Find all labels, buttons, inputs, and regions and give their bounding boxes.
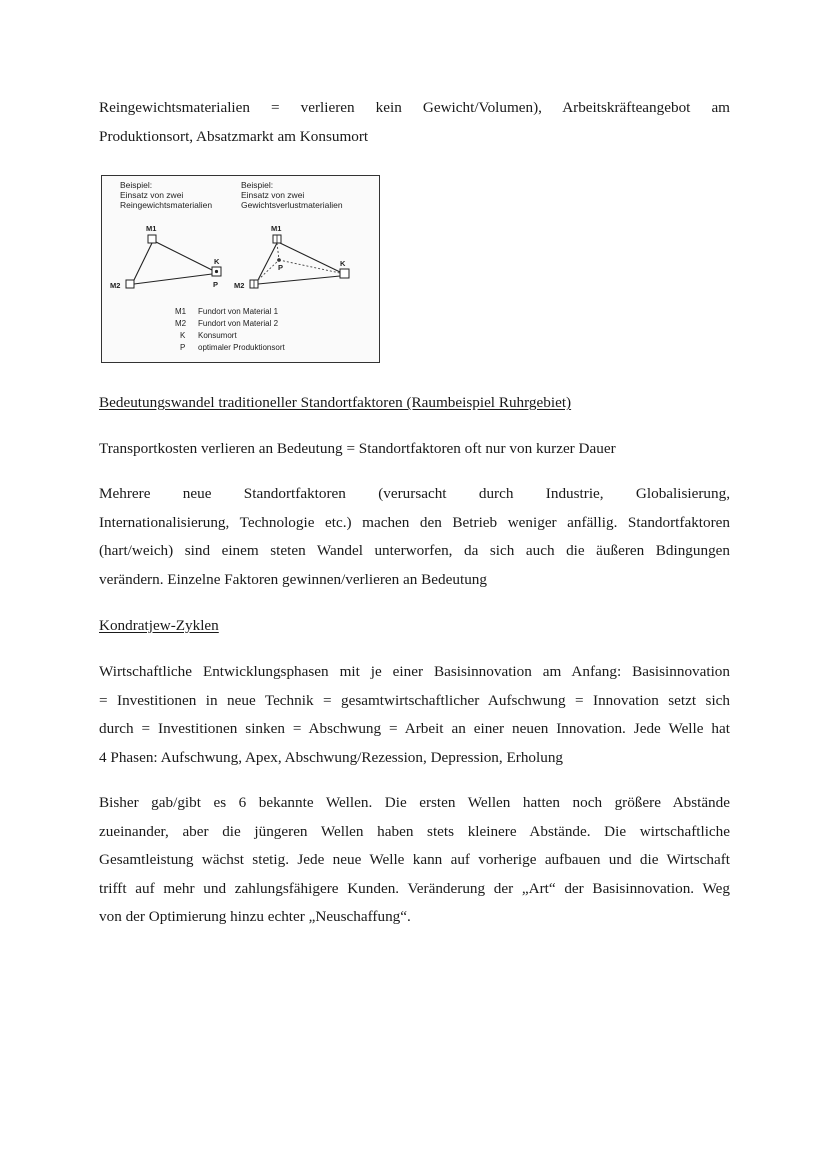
- paragraph-wirtschaft: [99, 658, 730, 772]
- legend-text-m2: Fundort von Material 2: [198, 319, 279, 328]
- text-line: trifft auf mehr und zahlungsfähigere Kunden. Veränderung der „Art“ der Basisinnovation. Weg: [99, 879, 730, 897]
- left-example-title: Beispiel:: [120, 180, 153, 190]
- heading-bedeutungswandel: [99, 389, 730, 418]
- legend-text-m1: Fundort von Material 1: [198, 307, 279, 316]
- left-m1-marker: [148, 235, 156, 243]
- left-p-dot: [215, 270, 218, 273]
- right-p-label: P: [278, 263, 284, 272]
- text-line: Internationalisierung, Technologie etc.) machen den Betrieb weniger anfällig. Standortfaktoren: [99, 513, 730, 531]
- left-m2-marker: [126, 280, 134, 288]
- text-line: Mehrere neue Standortfaktoren (verursacht durch Industrie, Globalisierung,: [99, 485, 730, 502]
- paragraph-transport: [99, 435, 730, 464]
- right-triangle-diagram: [234, 224, 349, 290]
- heading-kondratjew: [99, 612, 730, 641]
- text-line: Bisher gab/gibt es 6 bekannte Wellen. Die ersten Wellen hatten noch größere Abstände: [99, 794, 730, 811]
- right-example-line2: Gewichtsverlustmaterialien: [241, 200, 343, 210]
- legend-key-k: K: [180, 331, 186, 340]
- legend-key-p: P: [180, 343, 186, 352]
- text-line: Gesamtleistung wächst stetig. Jede neue Welle kann auf vorherige aufbauen und die Wirtschaft: [99, 851, 730, 869]
- right-m1-label: M1: [271, 224, 282, 233]
- text-line: Wirtschaftliche Entwicklungsphasen mit je einer Basisinnovation am Anfang: Basisinnovation: [99, 663, 730, 680]
- section-heading: Kondratjew-Zyklen: [99, 617, 219, 634]
- text-line: verändern. Einzelne Faktoren gewinnen/verlieren an Bedeutung: [99, 570, 487, 588]
- text-line: Reingewichtsmaterialien = verlieren kein Gewicht/Volumen), Arbeitskräfteangebot am: [99, 99, 730, 116]
- right-k-marker: [340, 269, 349, 278]
- left-k-label: K: [214, 257, 220, 266]
- text-line: Produktionsort, Absatzmarkt am Konsumort: [99, 127, 369, 145]
- legend-text-p: optimaler Produktionsort: [198, 343, 285, 352]
- diagram-legend: [175, 307, 285, 352]
- left-example-line1: Einsatz von zwei: [120, 190, 184, 200]
- text-line: (hart/weich) sind einem steten Wandel unterworfen, da sich auch die äußeren Bdingungen: [99, 542, 730, 560]
- paragraph-mehrere: [99, 480, 730, 594]
- text-line: 4 Phasen: Aufschwung, Apex, Abschwung/Rezession, Depression, Erholung: [99, 748, 564, 766]
- location-diagram: [102, 176, 379, 362]
- location-diagram-figure: [101, 175, 380, 363]
- left-example-line2: Reingewichtsmaterialien: [120, 200, 213, 210]
- text-line: = Investitionen in neue Technik = gesamtwirtschaftlicher Aufschwung = Innovation setzt sich: [99, 691, 730, 709]
- text-line: durch = Investitionen sinken = Abschwung = Arbeit an einer neuen Innovation. Jede Welle hat: [99, 720, 730, 738]
- left-triangle-diagram: [110, 224, 221, 290]
- legend-key-m2: M2: [175, 319, 187, 328]
- right-example-title: Beispiel:: [241, 180, 274, 190]
- left-p-label: P: [213, 280, 219, 289]
- paragraph-intro: [99, 94, 730, 151]
- left-m1-label: M1: [146, 224, 157, 233]
- right-example-line1: Einsatz von zwei: [241, 190, 305, 200]
- legend-text-k: Konsumort: [198, 331, 237, 340]
- legend-key-m1: M1: [175, 307, 187, 316]
- paragraph-bisher: [99, 789, 730, 932]
- text-line: zueinander, aber die jüngeren Wellen haben stets kleinere Abstände. Die wirtschaftliche: [99, 822, 730, 840]
- right-m2-label: M2: [234, 281, 245, 290]
- text-line: Transportkosten verlieren an Bedeutung = Standortfaktoren oft nur von kurzer Dauer: [99, 440, 616, 457]
- section-heading: Bedeutungswandel traditioneller Standortfaktoren (Raumbeispiel Ruhrgebiet): [99, 394, 572, 411]
- left-m2-label: M2: [110, 281, 121, 290]
- text-line: von der Optimierung hinzu echter „Neuschaffung“.: [99, 908, 411, 926]
- right-k-label: K: [340, 259, 346, 268]
